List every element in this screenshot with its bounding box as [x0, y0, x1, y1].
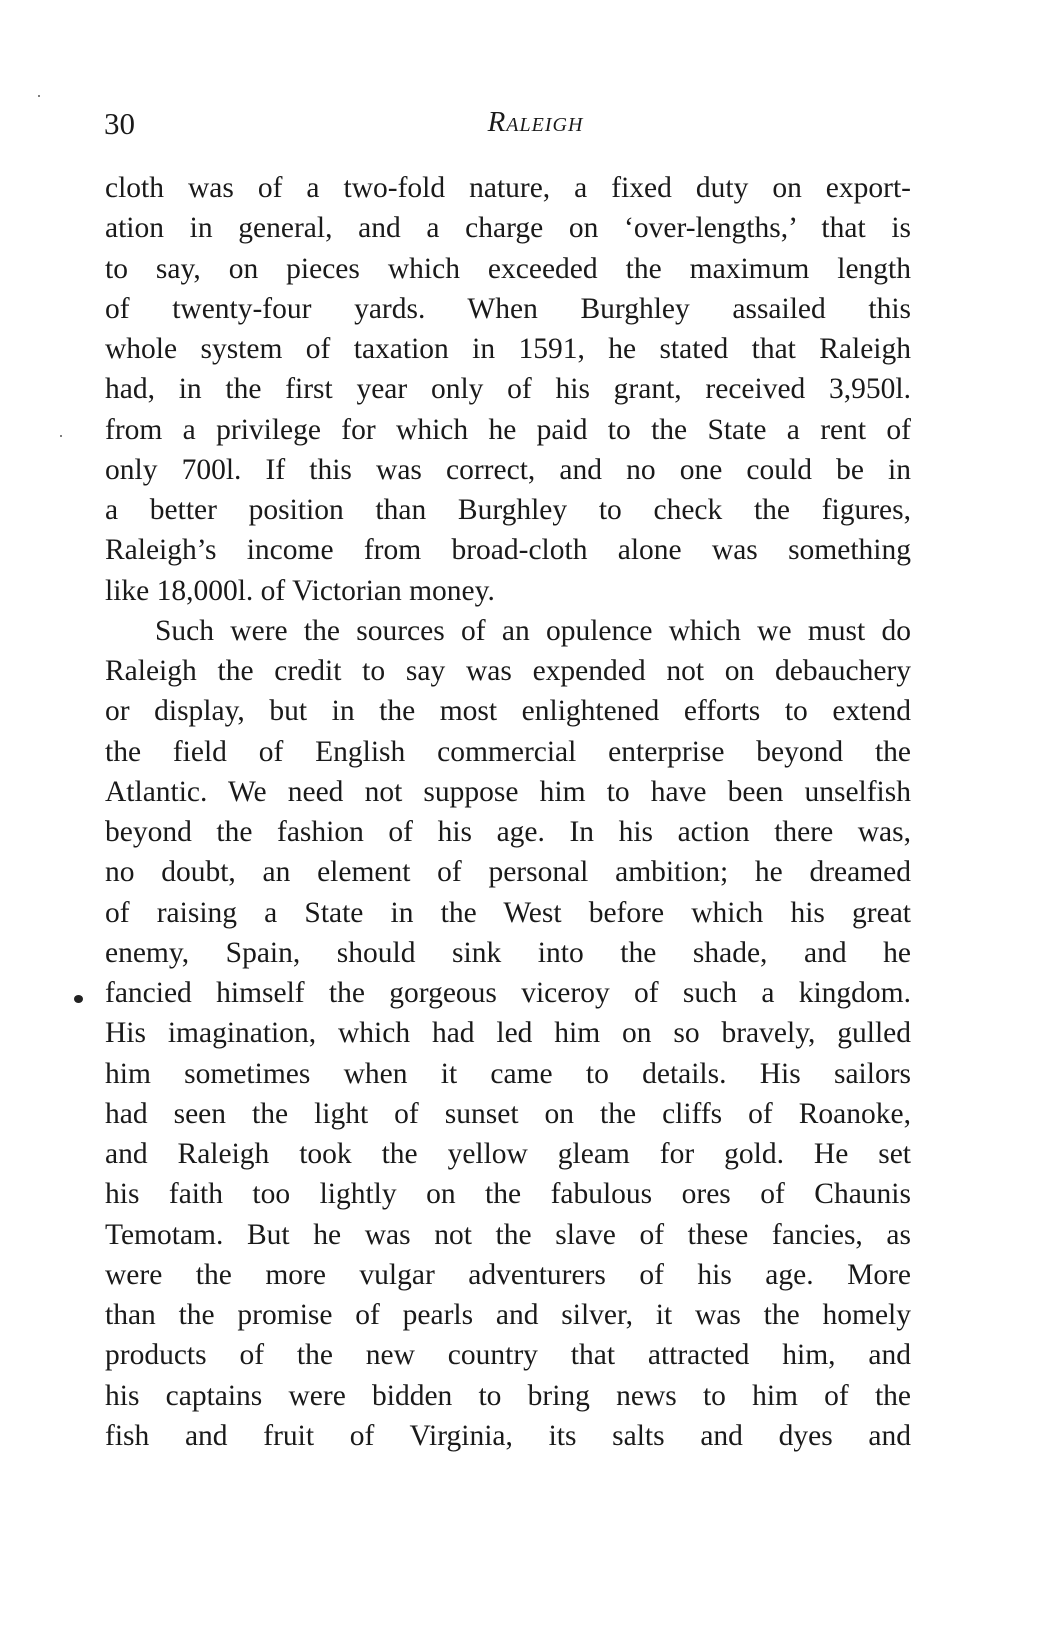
- text-line: than the promise of pearls and silver, it was the homely: [105, 1299, 911, 1331]
- text-line: whole system of taxation in 1591, he stated that Raleigh: [105, 333, 911, 365]
- text-line: had, in the first year only of his grant, received 3,950l.: [105, 373, 911, 406]
- text-line: no doubt, an element of personal ambition; he dreamed: [105, 856, 911, 889]
- page-number: 30: [104, 106, 135, 141]
- running-title: Raleigh: [487, 106, 584, 138]
- text-line: fancied himself the gorgeous viceroy of such a kingdom.: [105, 977, 911, 1009]
- text-line: or display, but in the most enlightened efforts to extend: [105, 695, 911, 728]
- text-line: cloth was of a two-fold nature, a fixed duty on export-: [105, 172, 911, 204]
- text-line: the field of English commercial enterprise beyond the: [105, 735, 911, 768]
- text-line: Raleigh’s income from broad-cloth alone was something: [105, 534, 911, 567]
- text-line: Raleigh the credit to say was expended not on debauchery: [105, 655, 911, 687]
- speck: [60, 435, 62, 437]
- text-line: only 700l. If this was correct, and no one could be in: [105, 453, 911, 486]
- text-line: Temotam. But he was not the slave of these fancies, as: [105, 1218, 911, 1251]
- text-line: enemy, Spain, should sink into the shade, and he: [105, 936, 911, 969]
- text-line: beyond the fashion of his age. In his action there was,: [105, 816, 911, 848]
- body-text: [105, 168, 911, 1456]
- text-line: Such were the sources of an opulence which we must do: [155, 614, 911, 647]
- text-line: had seen the light of sunset on the cliffs of Roanoke,: [105, 1097, 911, 1130]
- text-line: Atlantic. We need not suppose him to have been unselfish: [105, 775, 911, 808]
- text-line: a better position than Burghley to check the figures,: [105, 494, 911, 526]
- text-line: and Raleigh took the yellow gleam for gold. He set: [105, 1138, 911, 1170]
- speck: [38, 95, 40, 97]
- ink-blot-mark: [74, 995, 83, 1003]
- text-line: his faith too lightly on the fabulous ores of Chaunis: [105, 1178, 911, 1211]
- text-line: products of the new country that attracted him, and: [105, 1339, 911, 1372]
- text-line: were the more vulgar adventurers of his age. More: [105, 1258, 911, 1291]
- text-line: of twenty-four yards. When Burghley assailed this: [105, 292, 911, 325]
- text-line: him sometimes when it came to details. His sailors: [105, 1057, 911, 1090]
- text-line: his captains were bidden to bring news to him of the: [105, 1379, 911, 1412]
- text-line: fish and fruit of Virginia, its salts and dyes and: [105, 1419, 911, 1452]
- text-line: His imagination, which had led him on so bravely, gulled: [105, 1017, 911, 1050]
- text-line: to say, on pieces which exceeded the maximum length: [105, 252, 911, 285]
- text-line: of raising a State in the West before which his great: [105, 896, 911, 929]
- text-line: from a privilege for which he paid to the State a rent of: [105, 413, 911, 446]
- text-line: ation in general, and a charge on ‘over-lengths,’ that is: [105, 212, 911, 245]
- text-line: like 18,000l. of Victorian money.: [105, 574, 495, 607]
